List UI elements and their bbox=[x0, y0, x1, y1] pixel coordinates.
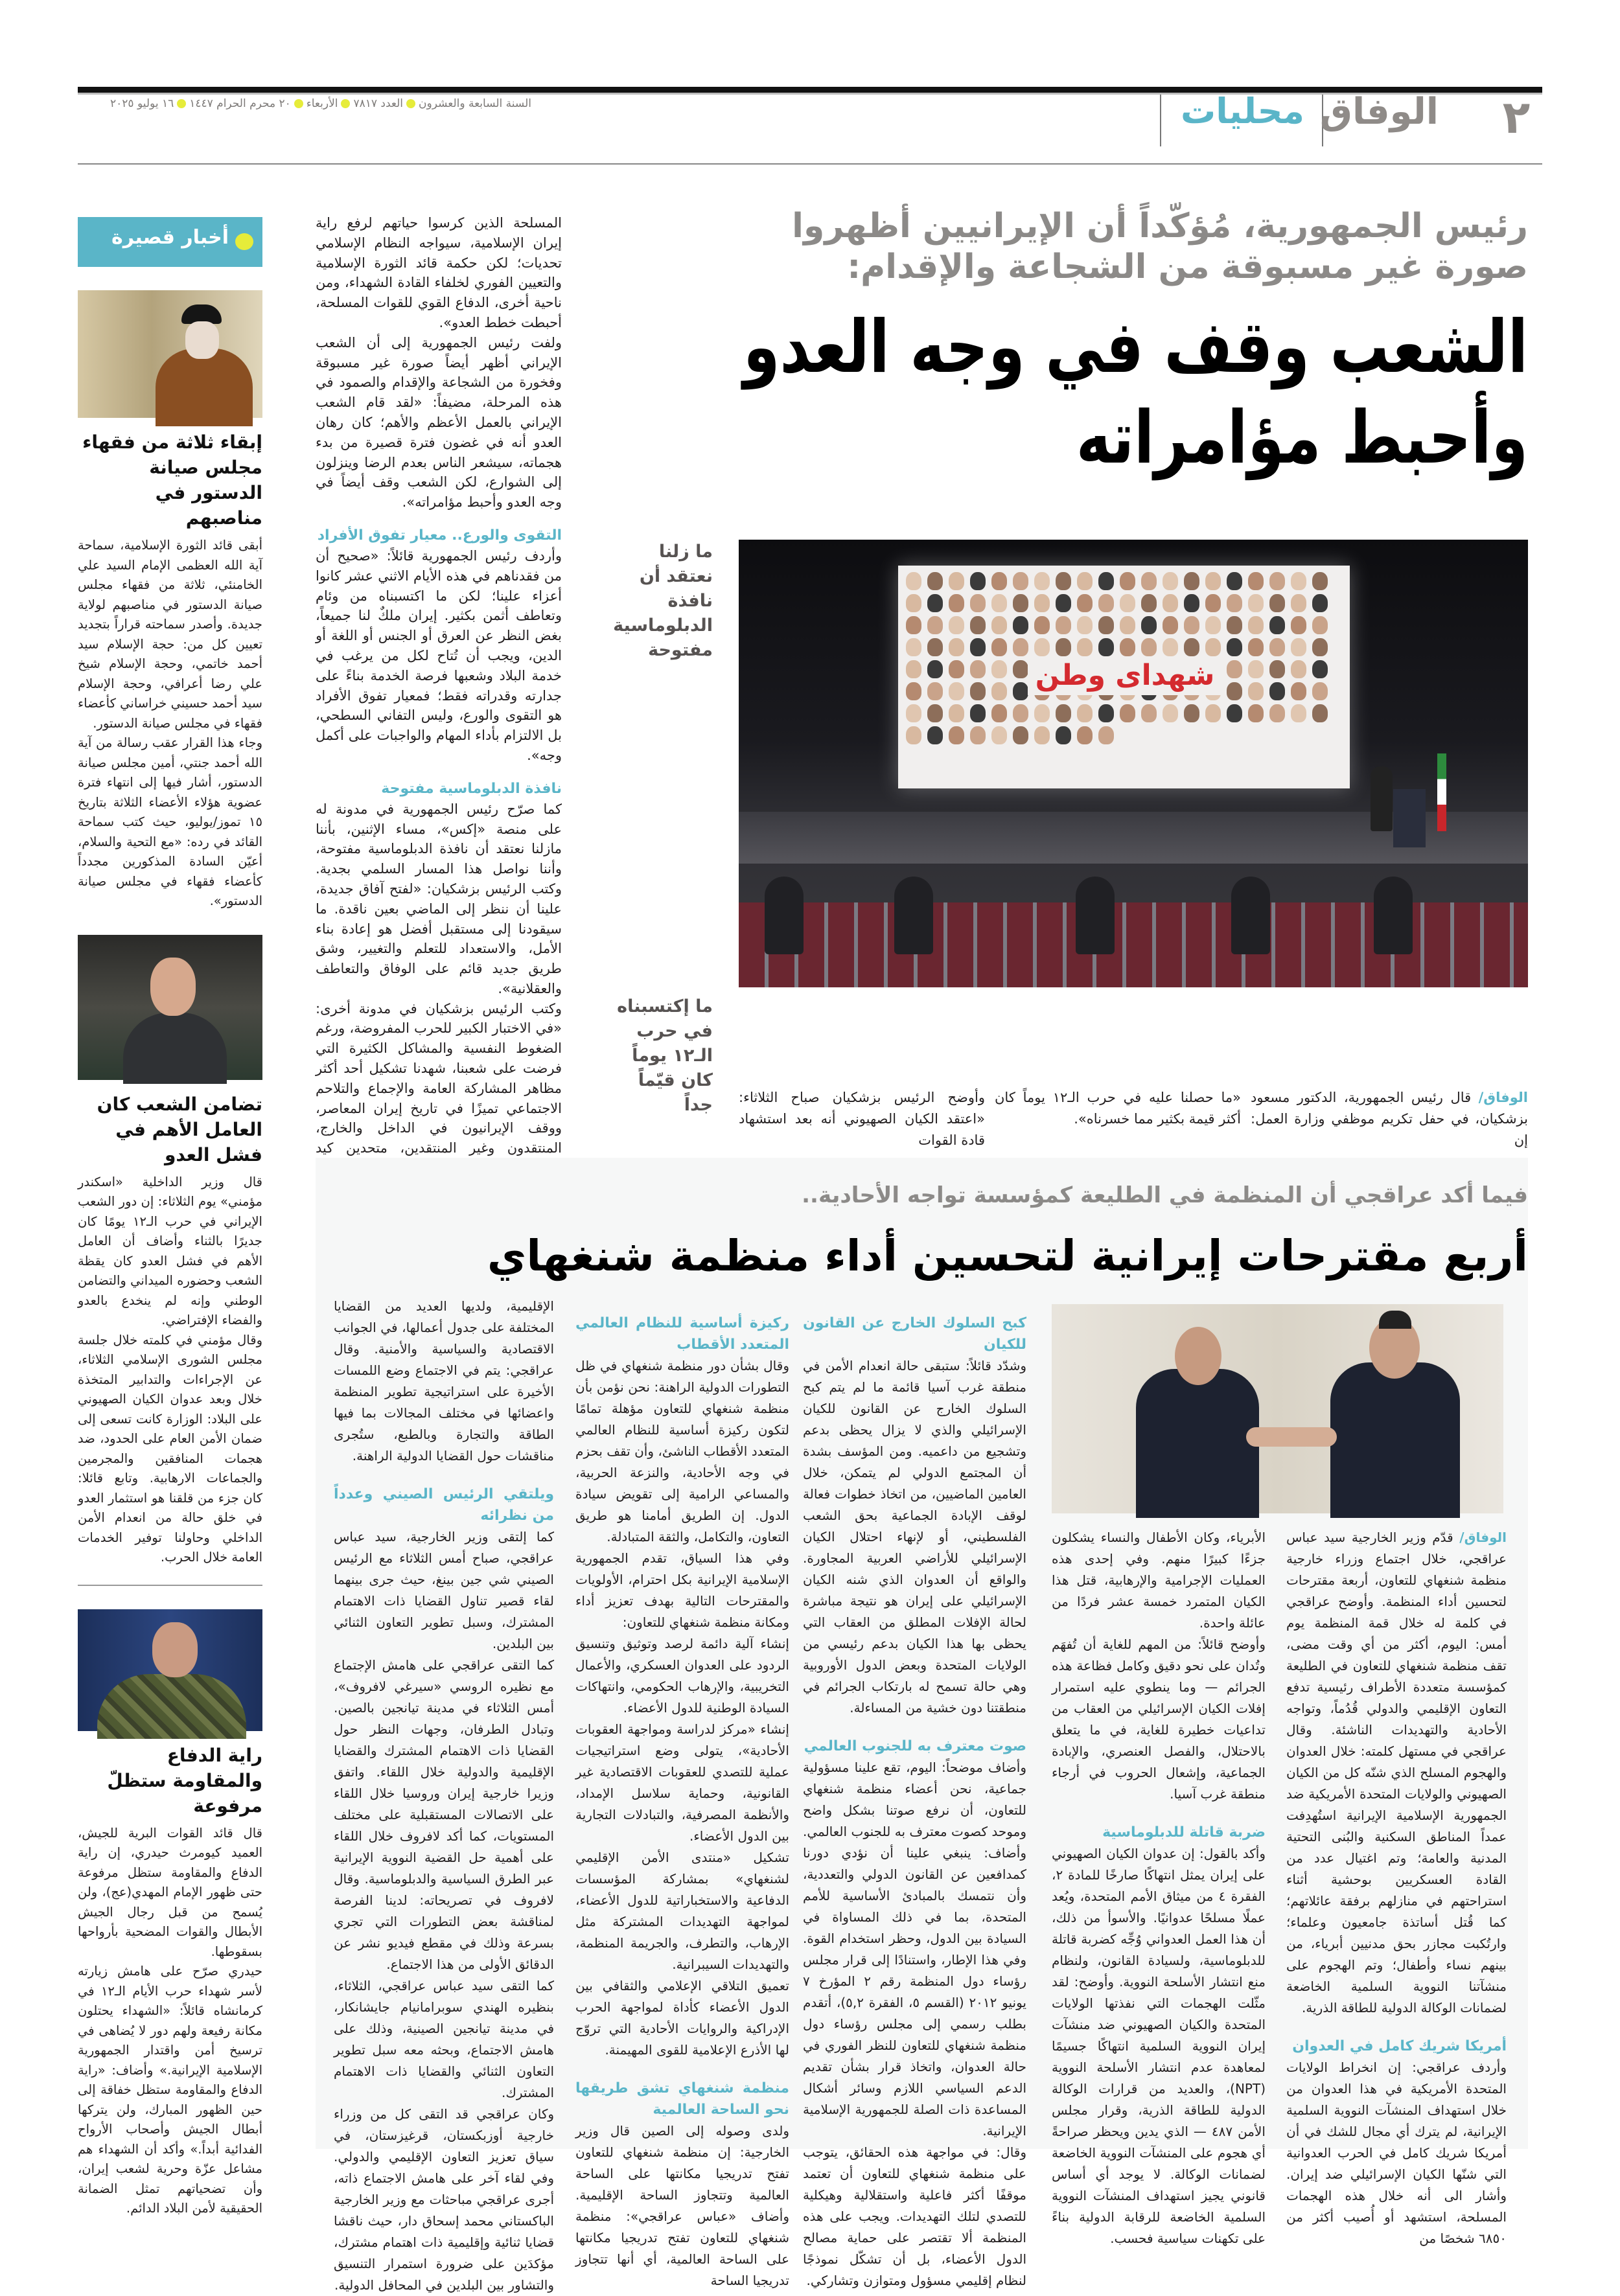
martyr-portrait bbox=[1098, 616, 1114, 634]
sidebar-article-body bbox=[78, 536, 262, 912]
martyr-portrait bbox=[1141, 616, 1157, 634]
martyr-portrait bbox=[970, 660, 986, 678]
martyr-portrait bbox=[927, 726, 943, 744]
paragraph: المسلحة الذين كرسوا حياتهم لرفع راية إيران الإسلامية، سيواجه النظام الإسلامي تحديات؛ لكن حكمة قائد الثورة الإسلامية والتعيين الفوري لخلفاء القادة الشهداء، ومن ناحية أخرى، الدفاع القوي للقوات المسلحة، أحبطت خطط العدو». bbox=[316, 215, 562, 330]
martyr-portrait bbox=[1312, 682, 1328, 700]
dot-icon bbox=[177, 99, 186, 108]
paragraph: وكان عراقجي قد التقى كل من وزراء خارجية أوزبكستان، قرغيزستان، في سياق تعزيز التعاون الإقليمي والدولي. وفي لقاء آخر على هامش الاجتماع ذاته، أجرى عراقجي مباحثات مع وزير الخارجية الباكستاني محمد إسحاق دار، حيث ناقشا قضايا ثنائية وإقليمية ذات اهتمام مشترك، مؤكدَين على ضرورة استمرار التنسيق والتشاور بين البلدين في المحافل الدولية. bbox=[334, 2106, 554, 2293]
martyr-portrait bbox=[970, 726, 986, 744]
martyr-portrait bbox=[949, 594, 964, 612]
article-intro-col: وأوضح الرئيس بزشكيان صباح الثلاثاء: «اعتقد الكيان الصهيوني أنه بعد استشهاد قادة القوات bbox=[739, 1090, 985, 1148]
martyr-portrait bbox=[1120, 616, 1135, 634]
audience-member bbox=[1231, 877, 1270, 954]
martyr-portrait bbox=[906, 638, 921, 656]
article-headline: الشعب وقف في وجه العدو وأحبط مؤامراته bbox=[743, 305, 1528, 480]
speaker-figure bbox=[1371, 766, 1393, 831]
martyr-portrait bbox=[1269, 704, 1285, 722]
article-intro-col bbox=[1251, 1087, 1528, 1148]
martyr-portrait bbox=[1098, 726, 1114, 744]
martyr-portrait bbox=[1227, 616, 1242, 634]
article-headline-box bbox=[739, 302, 1528, 496]
paragraph: وأردف عراقجي: إن انخراط الولايات المتحدة الأمريكية في هذا العدوان من خلال استهداف المنشآت النووية السلمية الإيرانية، لم يترك أي مجال للشك في أن أمريكا شريك كامل في الحرب العدوانية التي شنّها الكيان الإسرائيلي ضد إيران. وأشار الى أنه خلال هذه الهجمات المسلحة، استشهد أو أُصيب أكثر من ٦٨٥٠ شخصًا من bbox=[1286, 2060, 1507, 2246]
header-rule bbox=[78, 163, 1542, 165]
paragraph: وأضاف موضحاً: اليوم، تقع علينا مسؤولية جماعية، نحن أعضاء منظمة شنغهاي للتعاون، أن نرفع صوتنا بشكل واضح وموحد كصوت معترف به للجنوب العالمي. وأضاف: ينبغي علينا أن نؤدي دورنا كمدافعين عن القانون الدولي والتعددية، وأن نتمسك بالمبادئ الأساسية للأمم المتحدة، بما في ذلك المساواة في السيادة بين الدول، وحظر استخدام القوة. وفي هذا الإطار، واستنادًا إلى قرار مجلس رؤساء دول المنظمة رقم ٢ المؤرخ ٧ يونيو ٢٠١٢ (القسم ٥، الفقرة ٥,٢)، أتقدم بطلب رسمي إلى مجلس رؤساء دول منظمة شنغهاي للتعاون للنظر الفوري في حالة العدوان، واتخاذ قرار بشأن تقديم الدعم السياسي اللازم وسائر أشكال المساعدة ذات الصلة للجمهورية الإسلامية الإيرانية. bbox=[803, 1760, 1026, 2139]
article-kicker: رئيس الجمهورية، مُؤكّداً أن الإيرانيين أظهروا صورة غير مسبوقة من الشجاعة والإقدام: bbox=[792, 207, 1528, 286]
martyr-portrait bbox=[1034, 572, 1050, 590]
martyr-portrait bbox=[1056, 704, 1071, 722]
paragraph: وجاء هذا القرار عقب رسالة من آية الله أحمد جنتي، أمين مجلس صيانة الدستور، أشار فيها إلى انتهاء فترة عضوية هؤلاء الأعضاء الثلاثة بتاريخ ١٥ تموز/يوليو، حيث كتب سماحة القائد في رده: «مع التحية والسلام، أعيّن السادة المذكورين مجدداً كأعضاء فقهاء في مجلس صيانة الدستور». bbox=[78, 735, 262, 908]
martyr-portrait bbox=[1184, 616, 1199, 634]
martyr-portrait bbox=[1163, 638, 1178, 656]
martyr-portrait bbox=[1077, 572, 1093, 590]
martyr-portrait bbox=[991, 616, 1007, 634]
sidebar-article-body bbox=[78, 1173, 262, 1568]
martyr-portrait bbox=[949, 638, 964, 656]
main-photo-ceremony bbox=[739, 540, 1528, 987]
martyr-portrait bbox=[1227, 682, 1242, 700]
subheading: ويلتقي الرئيس الصيني وعدداً من نظرائه bbox=[334, 1486, 554, 1524]
short-news-header bbox=[78, 217, 262, 267]
martyr-portrait bbox=[991, 638, 1007, 656]
article-body-column bbox=[316, 213, 562, 1156]
martyr-portrait bbox=[1077, 594, 1093, 612]
martyr-portrait bbox=[1248, 704, 1264, 722]
short-news-sidebar bbox=[78, 217, 262, 2219]
sidebar-headline: إبقاء ثلاثة من فقهاء مجلس صيانة الدستور في مناصبهم bbox=[82, 431, 262, 529]
martyr-portrait bbox=[949, 682, 964, 700]
martyr-portrait bbox=[906, 660, 921, 678]
martyr-portrait bbox=[1291, 638, 1306, 656]
robe-shape bbox=[156, 349, 253, 426]
martyr-portrait bbox=[1120, 594, 1135, 612]
dateline-weekday: الأربعاء bbox=[306, 97, 338, 110]
martyr-portrait bbox=[927, 704, 943, 722]
audience-member bbox=[1076, 877, 1115, 954]
martyr-portrait bbox=[1312, 704, 1328, 722]
sidebar-headline: راية الدفاع والمقاومة ستظلّ مرفوعة bbox=[107, 1744, 262, 1817]
martyr-portrait bbox=[1248, 594, 1264, 612]
martyr-portrait bbox=[970, 594, 986, 612]
face-shape bbox=[150, 958, 196, 1016]
handshake-shape bbox=[1246, 1427, 1337, 1447]
article-column bbox=[1052, 1527, 1266, 2246]
martyr-portrait bbox=[949, 572, 964, 590]
martyr-portrait bbox=[1077, 638, 1093, 656]
martyr-portrait bbox=[1312, 660, 1328, 678]
martyr-portrait bbox=[1227, 594, 1242, 612]
paragraph: أبقى قائد الثورة الإسلامية، سماحة آية الله العظمى الإمام السيد علي الخامنئي، ثلاثة من فقهاء مجلس صيانة الدستور في مناصبهم لولاية جديدة. وأصدر سماحته قراراً بتجديد تعيين كل من: حجة الإسلام سيد أحمد خاتمي، وحجة الإسلام شيخ علي رضا أعرافي، وحجة الإسلام سيد أحمد حسيني خراساني كأعضاء فقهاء في مجلس صيانة الدستور. bbox=[78, 538, 262, 731]
person-figure bbox=[1330, 1362, 1460, 1518]
martyr-portrait bbox=[1184, 638, 1199, 656]
martyr-portrait bbox=[1227, 638, 1242, 656]
martyr-portrait bbox=[1098, 594, 1114, 612]
martyr-portrait bbox=[1013, 726, 1028, 744]
martyr-portrait bbox=[1291, 594, 1306, 612]
paragraph: إنشاء «مركز لدراسة ومواجهة العقوبات الأحادية»، يتولى وضع استراتيجيات عملية للتصدي للعقوبات الاقتصادية غير القانونية، وحماية سلاسل الإمداد، والأنظمة المصرفية، والتبادلات التجارية بين الدول الأعضاء. bbox=[575, 1721, 789, 1844]
subheading: منظمة شنغهاي تشق طريقها نحو الساحة العالمية bbox=[575, 2080, 789, 2118]
paragraph: تعميق التلاقي الإعلامي والثقافي بين الدول الأعضاء كأداة لمواجهة الحرب الإدراكية والروايات الأحادية التي تروّج لها الأذرع الإعلامية للقوى المهيمنة. bbox=[575, 1978, 789, 2058]
martyr-portrait bbox=[970, 682, 986, 700]
martyr-portrait bbox=[1141, 704, 1157, 722]
martyr-portrait bbox=[1013, 704, 1028, 722]
martyr-portrait bbox=[927, 572, 943, 590]
paragraph: حيدري صرّح على هامش زيارته لأسر شهداء حرب الأيام الـ١٢ في كرمانشاه قائلاً: «الشهداء يحتلون مكانة رفيعة ولهم دور لا يُضاهى في ترسيخ أمن واقتدار الجمهورية الإسلامية الإيرانية.» وأضاف: «راية الدفاع والمقاومة ستظل خفاقة إلى حين الظهور المبارك، ولن يتركها أبطال الجيش وأصحاب الأرواح الفدائية أبداً.» وأكد أن الشهداء هم مشاعل عزّة وحرية لشعب إيران، وأن تضحياتهم تمثل الضمانة الحقيقية لأمن البلاد الدائم. bbox=[78, 1964, 262, 2216]
martyr-portrait bbox=[991, 594, 1007, 612]
martyr-portrait bbox=[1269, 638, 1285, 656]
screen-title: شهدای وطن bbox=[1028, 656, 1222, 695]
martyr-portrait bbox=[1248, 616, 1264, 634]
paragraph: وفي هذا السياق، تقدم الجمهورية الإسلامية الإيرانية بكل احترام، الأولويات والمقترحات التالية بهدف تعزيز أداء ومكانة منظمة شنغهاي للتعاون: bbox=[575, 1550, 789, 1630]
paragraph: تشكيل «منتدى الأمن الإقليمي لشنغهاي» بمشاركة المؤسسات الدفاعية والاستخباراتية للدول الأعضاء، لمواجهة التهديدات المشتركة مثل الإرهاب، والتطرف، والجريمة المنظمة، والتهديدات السيبرانية. bbox=[575, 1850, 789, 1972]
header-divider bbox=[1160, 95, 1161, 146]
audience-member bbox=[894, 877, 933, 954]
martyr-portrait bbox=[906, 726, 921, 744]
martyr-portrait bbox=[1141, 572, 1157, 590]
martyr-portrait bbox=[1227, 572, 1242, 590]
martyr-portrait bbox=[1077, 704, 1093, 722]
martyr-portrait bbox=[1291, 704, 1306, 722]
paragraph-text: قدّم وزير الخارجية سيد عباس عراقجي، خلال اجتماع وزراء خارجية منظمة شنغهاي للتعاون، أربعة مقترحات لتحسين أداء المنظمة. وأوضح عراقجي في كلمة له خلال قمة المنظمة يوم أمس: اليوم، أكثر من أي وقت مضى، تقف منظمة شنغهاي للتعاون في الطليعة كمؤسسة متعددة الأطراف رئيسية تدفع التعاون الإقليمي والدولي قُدُماً، وتواجه الأحادية والتهديدات الناشئة. وقال عراقجي في مستهل كلمته: خلال العدوان والهجوم المسلح الذي شنّه كل من الكيان الصهيوني والولايات المتحدة الأمريكية ضد الجمهورية الإسلامية الإيرانية استُهدِفت عمداً المناطق السكنية والبُنى التحتية المدنية والعامة؛ وتم اغتيال عدد من القادة العسكريين بوحشية أثناء استراحتهم في منازلهم برفقة عائلاتهم؛ كما قُتل أساتذة جامعيون وعلماء؛ وارتُكبت مجازر بحق مدنيين أبرياء، من بينهم نساء وأطفال؛ وتم الهجوم على منشآتنا النووية السلمية الخاضعة لضمانات الوكالة الدولية للطاقة الذرية. bbox=[1286, 1530, 1507, 2015]
dot-icon bbox=[294, 99, 303, 108]
martyr-portrait bbox=[1013, 616, 1028, 634]
martyr-portrait bbox=[1163, 594, 1178, 612]
martyr-portrait bbox=[949, 726, 964, 744]
martyr-portrait bbox=[1269, 572, 1285, 590]
dot-icon bbox=[341, 99, 350, 108]
podium bbox=[1393, 789, 1426, 847]
dateline-hijri: ٢٠ محرم الحرام ١٤٤٧ bbox=[189, 97, 291, 110]
subheading: كبح السلوك الخارج عن القانون للكيان bbox=[803, 1315, 1026, 1353]
martyr-portrait bbox=[1227, 704, 1242, 722]
martyr-portrait bbox=[906, 572, 921, 590]
martyr-portrait bbox=[1034, 638, 1050, 656]
martyr-portrait bbox=[949, 616, 964, 634]
subheading: التقوى والورع.. معيار تفوق الأفراد bbox=[317, 527, 562, 544]
dateline-issue: العدد ٧٨١٧ bbox=[353, 97, 404, 110]
uniform-shape bbox=[97, 1674, 246, 1739]
second-article-headline: أربع مقترحات إيرانية لتحسين أداء منظمة شنغهاي bbox=[487, 1231, 1528, 1281]
section-title: محليات bbox=[1181, 91, 1304, 132]
paragraph: الإقليمية، ولديها العديد من القضايا المختلفة على جدول أعمالها، في الجوانب الاقتصادية والسياسية والأمنية. وقال عراقجي: يتم في الاجتماع وضع اللمسات الأخيرة على استراتيجية تطوير المنظمة واعضائها في مختلف المجالات بما فيها الطاقة والتجارة وبالطبع، ستُجرى مناقشات حول القضايا الدولية الراهنة. bbox=[334, 1298, 554, 1464]
martyr-portrait bbox=[1184, 704, 1199, 722]
face-shape bbox=[185, 321, 219, 359]
paragraph: ولدى وصوله إلى الصين قال وزير الخارجية: إن منظمة شنغهاي للتعاون تفتح تدريجيا مكانتها على الساحة العالمية وتتجاوز الساحة الإقليمية. وأضاف «عباس عراقجي»: منظمة شنغهاي للتعاون تفتح تدريجيا مكانتها على الساحة العالمية، أي أنها تتجاوز تدريجيا الساحة bbox=[575, 2123, 789, 2288]
byline: الوفاق/ bbox=[1478, 1090, 1528, 1105]
martyr-portrait bbox=[949, 660, 964, 678]
martyr-portrait bbox=[1184, 594, 1199, 612]
martyr-portrait bbox=[1248, 572, 1264, 590]
martyr-portrait bbox=[1163, 704, 1178, 722]
martyr-portrait bbox=[1291, 616, 1306, 634]
intro-text: قال رئيس الجمهورية، الدكتور مسعود بزشكيان، في حفل تكريم موظفي وزارة العمل: إن bbox=[1251, 1090, 1528, 1148]
paragraph: وقال مؤمني في كلمته خلال جلسة مجلس الشورى الإسلامي الثلاثاء، عن الإجراءات والتدابير المتخذة خلال وبعد عدوان الكيان الصهيوني على البلاد: الوزارة كانت تسعى إلى ضمان الأمن العام على الحدود، ضد هجمات المنافقين والمجرمين والجماعات الارهابية. وتابع قائلا: كان جزء من قلقنا هو استثمار العدو في خلق حالة من انعدام الأمن الداخلي وحاولنا توفير الخدمات العامة خلال الحرب. bbox=[78, 1332, 262, 1565]
martyr-portrait bbox=[1098, 572, 1114, 590]
martyr-portrait bbox=[1269, 682, 1285, 700]
pull-quote: ما زلنا نعتقد أن نافذة الدبلوماسية مفتوحة bbox=[613, 542, 713, 660]
subheading: ضربة قاتلة للدبلوماسية bbox=[1102, 1824, 1266, 1841]
paragraph: وأكد بالقول: إن عدوان الكيان الصهيوني على إيران يمثل انتهاكًا صارخًا للمادة ٢، الفقرة ٤ من ميثاق الأمم المتحدة، ويُعد عملًا مسلحًا عدوانيًا. والأسوأ من ذلك، أن هذا العمل العدواني وُجِّه كضربة قاتلة للدبلوماسية، ولسيادة القانون، ولنظام منع انتشار الأسلحة النووية. وأوضح: لقد مثّلت الهجمات التي نفذتها الولايات المتحدة والكيان الصهيوني ضد منشآت إيران النووية السلمية انتهاكًا جسيمًا لمعاهدة عدم انتشار الأسلحة النووية (NPT)، والعديد من قرارات الوكالة الدولية للطاقة الذرية، وقرار مجلس الأمن ٤٨٧ — الذي يدين ويحظر صراحةً أي هجوم على المنشآت النووية الخاضعة لضمانات الوكالة. لا يوجد أي أساس قانوني يجيز استهداف المنشآت النووية السلمية الخاضعة للرقابة الدولية بناءً على تكهنات سياسية فحسب. bbox=[1052, 1846, 1266, 2246]
subheading: ركيزة أساسية للنظام العالمي المتعدد الأقطاب bbox=[575, 1315, 789, 1353]
sidebar-article-body bbox=[78, 1824, 262, 2219]
paragraph: كما التقى سيد عباس عراقجي، الثلاثاء، بنظيره الهندي سوبرامانيام جايشانكار، في مدينة تيانجين الصينية، وذلك على هامش الاجتماع، وبحثه معه سبل تطوير التعاون الثنائي والقضايا ذات الاهتمام المشترك. bbox=[334, 1978, 554, 2100]
subheading: صوت معترف به للجنوب العالمي bbox=[804, 1738, 1026, 1754]
martyr-portrait bbox=[1205, 616, 1221, 634]
paragraph: كما إلتقى وزير الخارجية، سيد عباس عراقجي، صباح أمس الثلاثاء مع الرئيس الصيني شي جين بينغ، حيث جرى بينهما لقاء قصير تناول القضايا ذات الاهتمام المشترك، وسبل تطوير التعاون الثنائي بين البلدين. bbox=[334, 1529, 554, 1651]
paragraph: قال وزير الداخلية «اسكندر مؤمني» يوم الثلاثاء: إن دور الشعب الإيراني في حرب الـ١٢ يومًا كان جديرًا بالثناء وأضاف أن العامل الأهم في فشل العدو كان يقظة الشعب وحضوره الميداني والتضامن الوطني وإنه لم ينخدع بالعدو والفضاء الإفتراضي. bbox=[78, 1174, 262, 1327]
martyr-portrait bbox=[1205, 638, 1221, 656]
martyr-portrait bbox=[1312, 572, 1328, 590]
paragraph: وقال بشأن دور منظمة شنغهاي في ظل التطورات الدولية الراهنة: نحن نؤمن بأن منظمة شنغهاي للتعاون مؤهلة تمامًا لتكون ركيزة أساسية للنظام العالمي المتعدد الأقطاب الناشئ، وأن تقف بحزم في وجه الأحادية، والنزعة الحربية، والمساعي الرامية إلى تقويض سيادة الدول. إن الطريق أمامنا هو طريق التعاون، والتكامل، والثقة المتبادلة. bbox=[575, 1358, 789, 1544]
martyr-portrait bbox=[1291, 682, 1306, 700]
martyr-portrait bbox=[949, 704, 964, 722]
sidebar-photo-commander bbox=[78, 1609, 262, 1731]
sidebar-photo-minister bbox=[78, 935, 262, 1080]
martyr-portrait bbox=[927, 594, 943, 612]
martyr-portrait bbox=[906, 704, 921, 722]
martyr-portrait bbox=[970, 572, 986, 590]
sidebar-divider bbox=[78, 1585, 262, 1586]
paragraph: وأوضح قائلاً: من المهم للغاية أن تُفهَم وتُدان على نحو دقيق وكامل فظاعة هذه الجرائم — وما ينطوي عليه استمرار إفلات الكيان الإسرائيلي من العقاب من تداعيات خطيرة للغاية، في ما يتعلق بالاحتلال، والفصل العنصري، والإبادة الجماعية، وإشعال الحروب في أرجاء منطقة غرب آسيا. bbox=[1052, 1636, 1266, 1802]
photo-handshake bbox=[1052, 1304, 1503, 1513]
dot-icon bbox=[406, 99, 415, 108]
martyr-portrait bbox=[1269, 594, 1285, 612]
sidebar-photo-leader bbox=[78, 290, 262, 418]
martyr-portrait bbox=[1205, 572, 1221, 590]
martyr-portrait bbox=[1034, 704, 1050, 722]
head-shape bbox=[1175, 1327, 1221, 1385]
paragraph: ولفت رئيس الجمهورية إلى أن الشعب الإيراني أظهر أيضاً صورة غير مسبوقة وفخورة من الشجاعة والإقدام والصمود في هذه المرحلة، مضيفاً: «لقد قام الشعب الإيراني بالعمل الأعظم والأهم؛ كان رهان العدو أنه في غضون فترة قصيرة من بدء هجماته، سيشعر الناس بعدم الرضا وينزلون إلى الشوارع، لكن الشعب وقف أيضاً في وجه العدو وأحبط مؤامراته». bbox=[316, 334, 562, 511]
article-column bbox=[575, 1296, 789, 2288]
martyr-portrait bbox=[1248, 660, 1264, 678]
martyr-portrait bbox=[1269, 616, 1285, 634]
martyr-portrait bbox=[1163, 572, 1178, 590]
martyr-portrait bbox=[970, 704, 986, 722]
martyr-portrait bbox=[1034, 726, 1050, 744]
paragraph: قال قائد القوات البرية للجيش، العميد كيومرث حيدري، إن راية الدفاع والمقاومة ستظل مرفوعة حتى ظهور الإمام المهدي(عج)، ولن يُسمح من قبل رجال الجيش الأبطال والقوات المضحية بأرواحها بسقوطها. bbox=[78, 1825, 262, 1959]
martyr-portrait bbox=[1291, 660, 1306, 678]
martyr-portrait bbox=[1312, 638, 1328, 656]
article-column bbox=[803, 1296, 1026, 2288]
flag-shape bbox=[1437, 753, 1446, 831]
martyr-portrait bbox=[927, 660, 943, 678]
martyr-portrait bbox=[927, 638, 943, 656]
martyr-portrait bbox=[1013, 572, 1028, 590]
martyr-portrait bbox=[927, 616, 943, 634]
martyr-portrait bbox=[1291, 572, 1306, 590]
martyr-portrait bbox=[1077, 726, 1093, 744]
martyr-portrait bbox=[1013, 638, 1028, 656]
martyr-portrait bbox=[1312, 616, 1328, 634]
dateline bbox=[78, 97, 531, 110]
martyr-portrait bbox=[1141, 638, 1157, 656]
martyr-portrait bbox=[1120, 638, 1135, 656]
byline: الوفاق/ bbox=[1459, 1530, 1507, 1545]
martyr-portrait bbox=[1013, 682, 1028, 700]
martyr-portrait bbox=[1269, 660, 1285, 678]
martyr-portrait bbox=[1248, 638, 1264, 656]
martyr-portrait bbox=[991, 704, 1007, 722]
martyr-portrait bbox=[1312, 594, 1328, 612]
martyr-portrait bbox=[1013, 594, 1028, 612]
martyr-portrait bbox=[1056, 726, 1071, 744]
martyr-portrait bbox=[1120, 572, 1135, 590]
paragraph: الأبرياء، وكان الأطفال والنساء يشكلون جزءًا كبيرًا منهم. وفي إحدى هذه العمليات الإجرامية والإرهابية، قتل هذا الكيان المتمرد خمسة عشر فردًا من عائلة واحدة. bbox=[1052, 1530, 1266, 1631]
short-news-title: أخبار قصيرة bbox=[111, 226, 229, 249]
subheading: نافذة الدبلوماسية مفتوحة bbox=[381, 780, 562, 797]
martyr-portrait bbox=[1013, 660, 1028, 678]
martyr-portrait bbox=[927, 682, 943, 700]
martyr-portrait bbox=[1163, 616, 1178, 634]
martyr-portrait bbox=[1056, 638, 1071, 656]
subheading: أمريكا شريك كامل في العدوان bbox=[1292, 2038, 1507, 2054]
martyr-portrait bbox=[1056, 616, 1071, 634]
paragraph: وكتب الرئيس بزشكيان في مدونة أخرى: «في الاختبار الكبير للحرب المفروضة، ورغم الضغوط النفسية والمشاكل الكثيرة التي فرضت على شعبنا، شهدنا تشكيل أحد أكثر مظاهر المشاركة العامة والإجماع والتلاحم الاجتماعي تميزًا في تاريخ إيران المعاصر، ووقف الإيرانيون في الداخل والخارج، المنتقدون وغير المنتقدين، متحدين كيد bbox=[316, 1000, 562, 1156]
paragraph: وقال: في مواجهة هذه الحقائق، يتوجب على منظمة شنغهاي للتعاون أن تعتمد موقفًا أكثر فاعلية واستقلالية وهيكلية للتصدي لتلك التهديدات. ويجب على هذه المنظمة ألا تقتصر على حماية مصالح الدول الأعضاء، بل أن تشكّل نموذجًا لنظام إقليمي مسؤول ومتوازن وتشاركي. bbox=[803, 2144, 1026, 2288]
martyr-portrait bbox=[1034, 594, 1050, 612]
martyr-portrait bbox=[970, 616, 986, 634]
audience-member bbox=[1374, 877, 1413, 954]
suit-shape bbox=[123, 1013, 227, 1084]
article-intro-col: «ما حصلنا عليه في حرب الـ١٢ يوماً كان أكثر قيمة بكثير مما خسرناه». bbox=[995, 1090, 1241, 1127]
martyr-portrait bbox=[1227, 660, 1242, 678]
martyr-portrait bbox=[1248, 682, 1264, 700]
second-article-kicker: فيما أكد عراقجي أن المنظمة في الطليعة كمؤسسة تواجه الأحادية.. bbox=[802, 1182, 1528, 1208]
martyr-portrait bbox=[1034, 616, 1050, 634]
martyr-portrait bbox=[991, 682, 1007, 700]
newspaper-logo: الوفاق bbox=[1319, 91, 1439, 133]
martyr-portrait bbox=[906, 594, 921, 612]
paragraph: كما صرّح رئيس الجمهورية في مدونة له على منصة «إكس»، مساء الإثنين، بأننا مازلنا نعتقد أن نافذة الدبلوماسية مفتوحة، وأننا نواصل هذا المسار السلمي بجدية. وكتب الرئيس بزشكيان: «لفتح آفاق جديدة، علينا أن ننظر إلى الماضي بعين ناقدة. ما سيقودنا إلى مستقبل أفضل هو إعادة بناء الأمل، والاستعداد للتعلم والتغيير، وشق طريق جديد قائم على الوفاق والتعاطف والعقلانية». bbox=[316, 801, 562, 996]
martyr-portrait bbox=[1141, 594, 1157, 612]
martyr-portrait bbox=[970, 638, 986, 656]
paragraph: كما التقى عراقجي على هامش الإجتماع مع نظيره الروسي «سيرغي لافروف»، أمس الثلاثاء في مدينة تيانجين بالصين. وتبادل الطرفان، وجهات النظر حول القضايا ذات الاهتمام المشترك والقضايا الإقليمية والدولية خلال اللقاء. واتفق وزيرا خارجية إيران وروسيا خلال اللقاء على الاتصالات المستقبلية على مختلف المستويات، كما أكد لافروف خلال اللقاء على أهمية حل القضية النووية الإيرانية عبر الطرق السياسية والدبلوماسية. وقال لافروف في تصريحاته: لدينا الفرصة لمناقشة بعض التطورات التي تجري بسرعة وذلك في مقطع فيديو نشر عن الدقائق الأولى من هذا الاجتماع. bbox=[334, 1657, 554, 1972]
dot-icon bbox=[235, 233, 253, 250]
paragraph: إنشاء آلية دائمة لرصد وتوثيق وتنسيق الردود على العدوان العسكري، والأعمال التخريبية، والإرهاب الحكومي، وانتهاكات السيادة الوطنية للدول الأعضاء. bbox=[575, 1636, 789, 1716]
martyr-portrait bbox=[991, 572, 1007, 590]
dateline-volume: السنة السابعة والعشرون bbox=[419, 97, 531, 110]
page-number: ٢ bbox=[1502, 91, 1531, 144]
martyr-portrait bbox=[1120, 704, 1135, 722]
hair-shape bbox=[1379, 1311, 1411, 1329]
article-column bbox=[1286, 1527, 1507, 2246]
dateline-gregorian: ١٦ يوليو ٢٠٢٥ bbox=[110, 97, 174, 110]
person-figure bbox=[1136, 1369, 1259, 1518]
martyr-portrait bbox=[1184, 572, 1199, 590]
martyr-portrait bbox=[1205, 594, 1221, 612]
martyr-portrait bbox=[1056, 572, 1071, 590]
paragraph: وأردف رئيس الجمهورية قائلاً: «صحيح أن من فقدناهم في هذه الأيام الاثني عشر كانوا أعزاء علينا؛ لكن ما اكتسبناه من وئام وتعاطف أثمن بكثير. إيران ملكٌ لنا جميعاً، بغض النظر عن العرق أو الجنس أو اللغة أو الدين، ويجب أن تُتاح لكل من يرغب في خدمة البلاد وشعبها فرصة الخدمة بناءً على جدارته وقدراته فقط؛ فمعيار تفوق الأفراد هو التقوى والورع، وليس التفاني السطحي، بل الالتزام بأداء المهام والواجبات على أكمل وجه». bbox=[316, 547, 562, 763]
martyr-portrait bbox=[906, 616, 921, 634]
martyr-portrait bbox=[991, 660, 1007, 678]
sidebar-headline: تضامن الشعب كان العامل الأهم في فشل العدو bbox=[97, 1093, 262, 1165]
martyr-portrait bbox=[906, 682, 921, 700]
paragraph bbox=[1286, 1527, 1507, 2019]
martyr-portrait bbox=[991, 726, 1007, 744]
martyr-portrait bbox=[1077, 616, 1093, 634]
martyr-portrait bbox=[1056, 594, 1071, 612]
face-shape bbox=[152, 1622, 198, 1677]
martyr-portrait bbox=[1098, 704, 1114, 722]
audience-member bbox=[765, 877, 804, 954]
martyrs-screen bbox=[898, 566, 1350, 788]
pull-quote: ما إكتسبناه في حرب الـ١٢ يوماً كان قيّماً جداً bbox=[617, 996, 713, 1115]
paragraph: وشدّد قائلاً: ستبقى حالة انعدام الأمن في منطقة غرب آسيا قائمة ما لم يتم كبح السلوك الخارج عن القانون للكيان الإسرائيلي والذي لا يزال يحظى بدعم وتشجيع من داعميه. ومن المؤسف بشدة أن المجتمع الدولي لم يتمكن، خلال العامين الماضيين، من اتخاذ خطوات فعالة لوقف الإبادة الجماعية بحق الشعب الفلسطيني، أو لإنهاء احتلال الكيان الإسرائيلي للأراضي العربية المجاورة. والواقع أن العدوان الذي شنه الكيان الإسرائيلي على إيران هو نتيجة مباشرة لحالة الإفلات المطلق من العقاب التي يحظى بها هذا الكيان بدعم رئيسي من الولايات المتحدة وبعض الدول الأوروبية وهي حالة تسمح له بارتكاب الجرائم في منطقتنا دون خشية من المساءلة. bbox=[803, 1358, 1026, 1716]
martyr-portrait bbox=[1205, 704, 1221, 722]
martyr-portrait bbox=[1098, 638, 1114, 656]
article-column bbox=[334, 1296, 554, 2293]
